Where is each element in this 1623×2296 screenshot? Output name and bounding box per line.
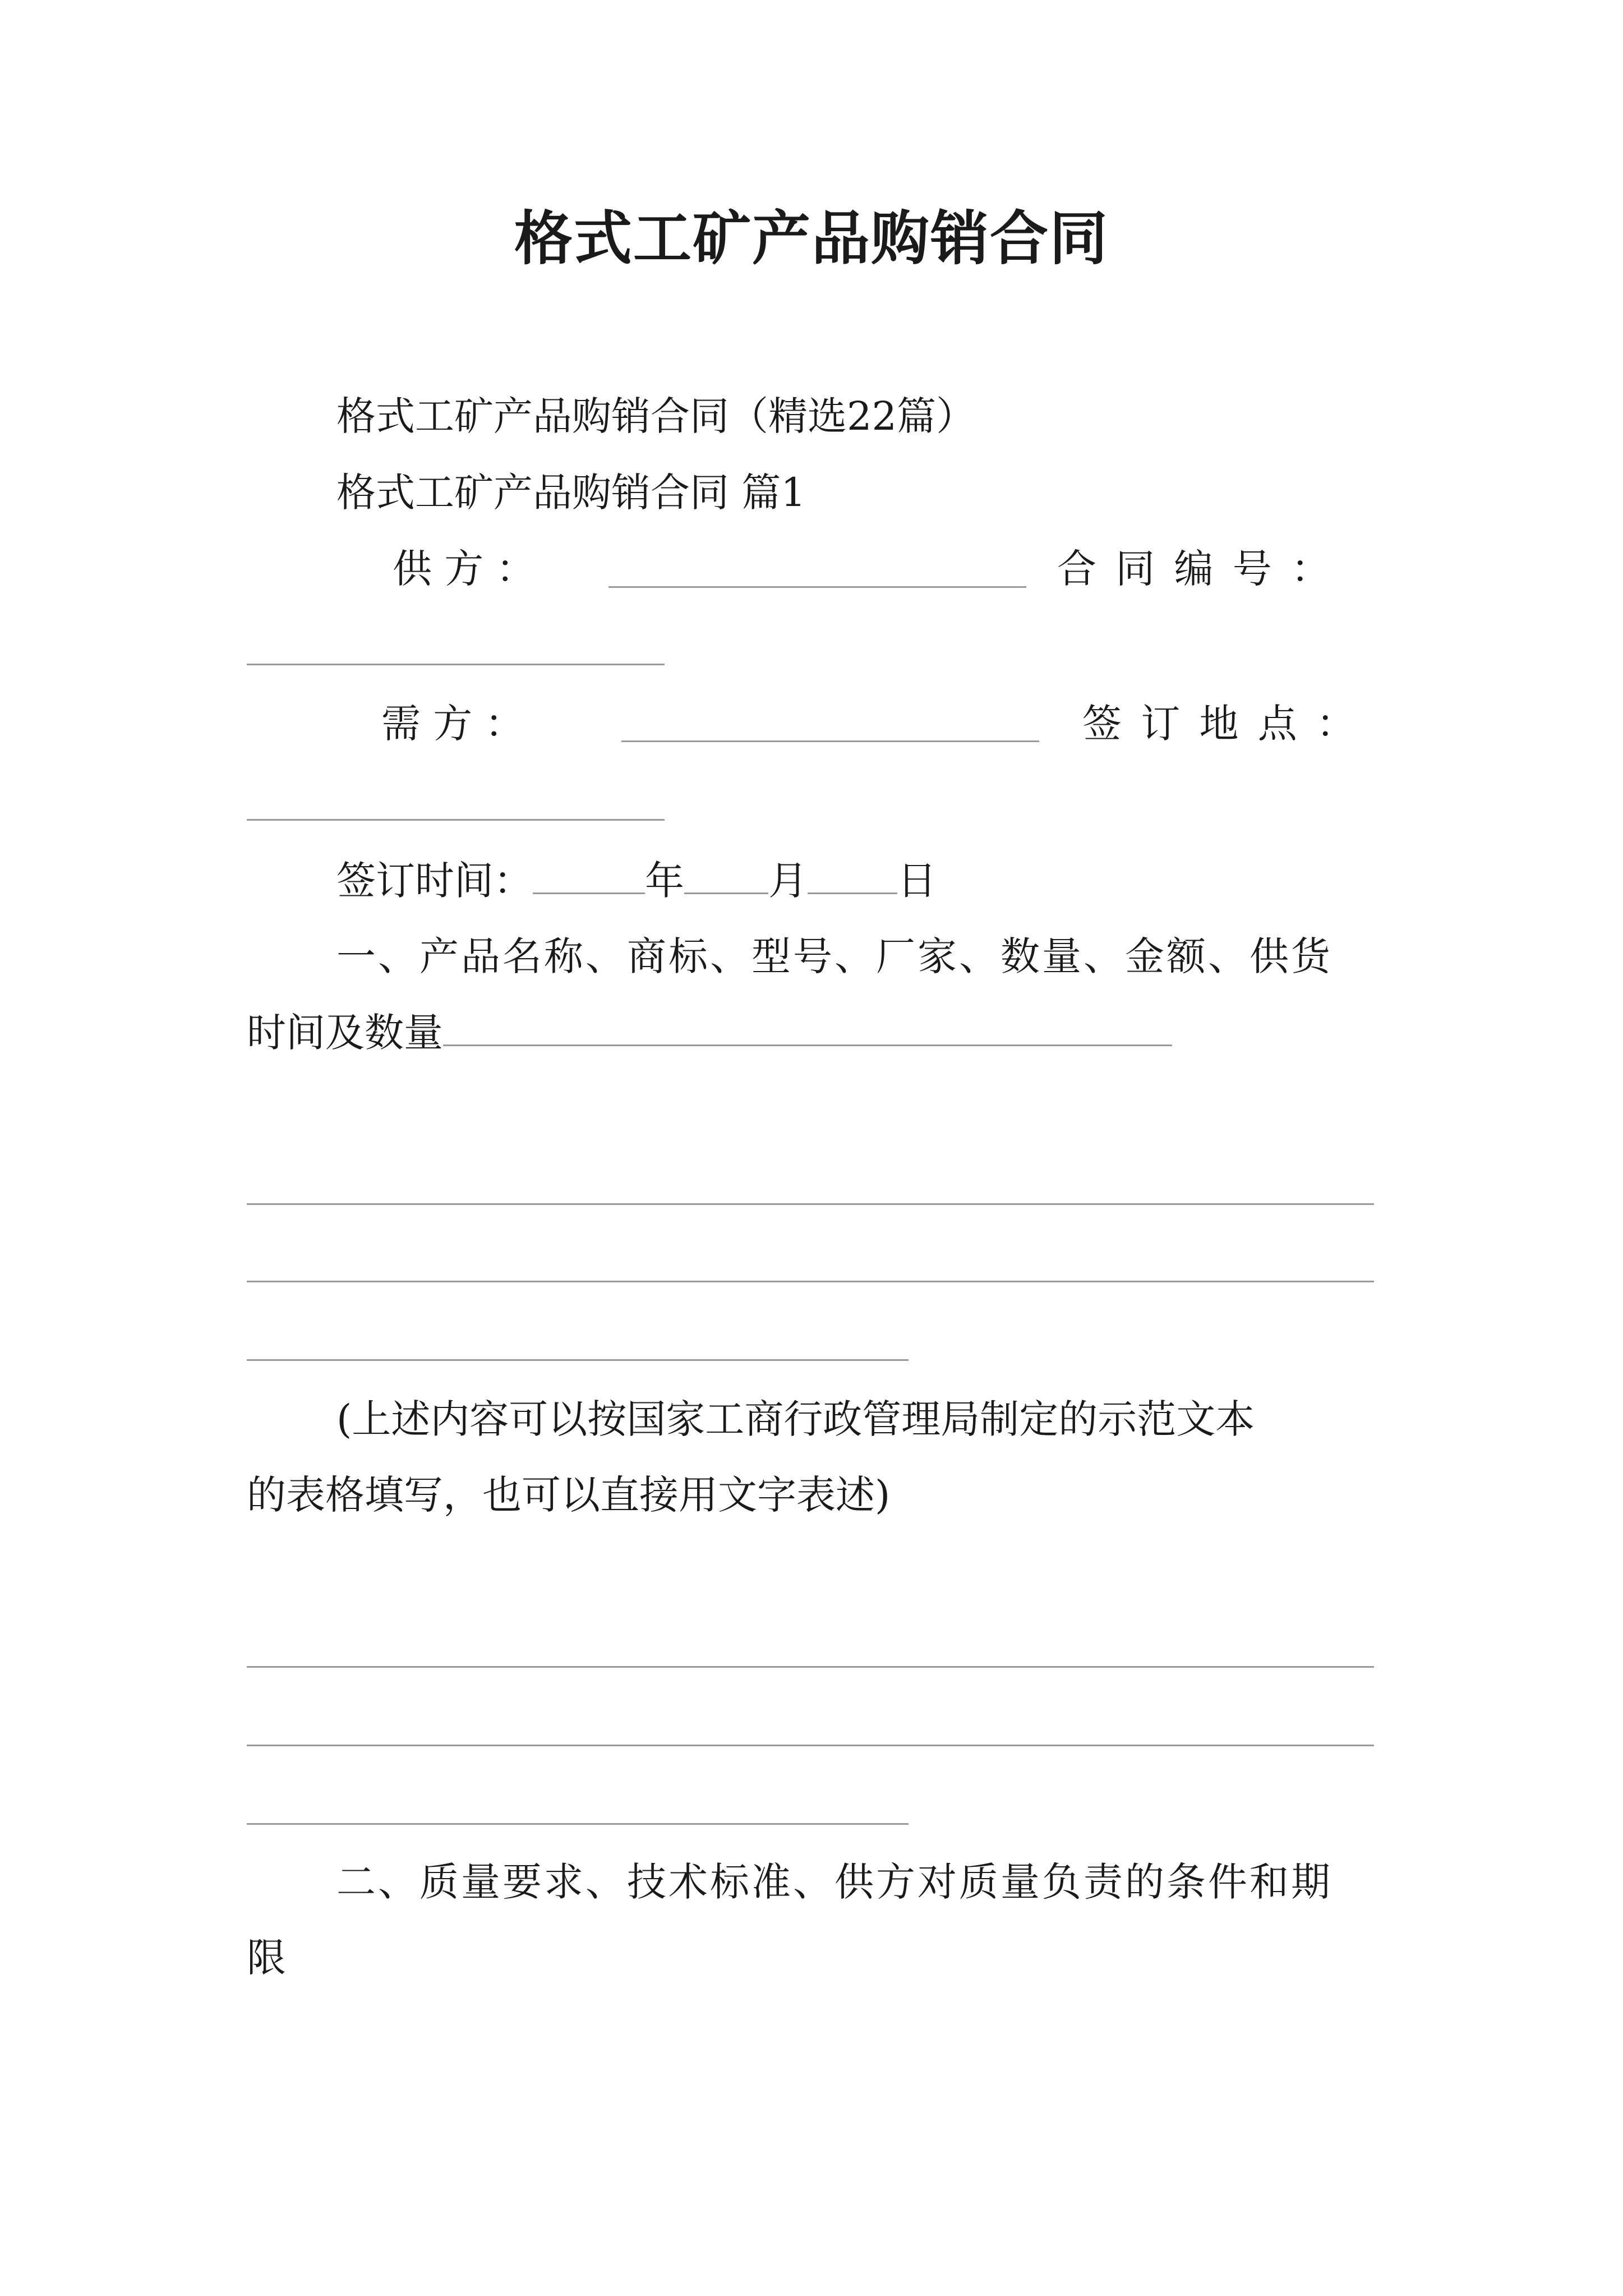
fill-line-4 [247,1666,1374,1668]
document-title: 格式工矿产品购销合同 [514,204,1109,273]
clause1-line2-row [247,1005,1172,1061]
fill-line-2 [247,1281,1374,1282]
sign-time-label: 签订时间： [336,858,533,904]
sign-time-row [336,853,937,909]
quantity-blank [443,1044,1172,1046]
note-line2: 的表格填写，也可以直接用文字表述) [247,1472,891,1518]
day-blank [808,892,897,894]
clause2-line1: 二、质量要求、技术标准、供方对质量负责的条件和期 [336,1859,1332,1905]
sign-place-label: 签 订 地 点 ： [1082,701,1359,747]
day-label: 日 [897,858,937,904]
sign-place-blank [247,819,665,821]
month-label: 月 [768,858,808,904]
fill-line-3 [247,1359,909,1361]
buyer-blank [621,740,1039,742]
buyer-label: 需 方 ： [381,701,524,747]
note-line1: (上述内容可以按国家工商行政管理局制定的示范文本 [336,1396,1255,1442]
document-subtitle: 格式工矿产品购销合同（精选22篇） [336,393,976,439]
contract-no-blank [247,664,665,665]
year-blank [533,892,645,894]
clause1-line2: 时间及数量 [247,1010,443,1056]
contract-no-label: 合 同 编 号 ： [1057,546,1334,592]
fill-line-6 [247,1823,909,1825]
supplier-blank [608,586,1026,588]
clause2-line2: 限 [247,1935,286,1981]
supplier-label: 供 方 ： [393,546,536,592]
clause1-line1: 一、产品名称、商标、型号、厂家、数量、金额、供货 [336,933,1332,979]
year-label: 年 [645,858,684,904]
section-heading: 格式工矿产品购销合同 篇1 [336,470,806,516]
fill-line-5 [247,1745,1374,1746]
month-blank [684,892,768,894]
fill-line-1 [247,1203,1374,1205]
